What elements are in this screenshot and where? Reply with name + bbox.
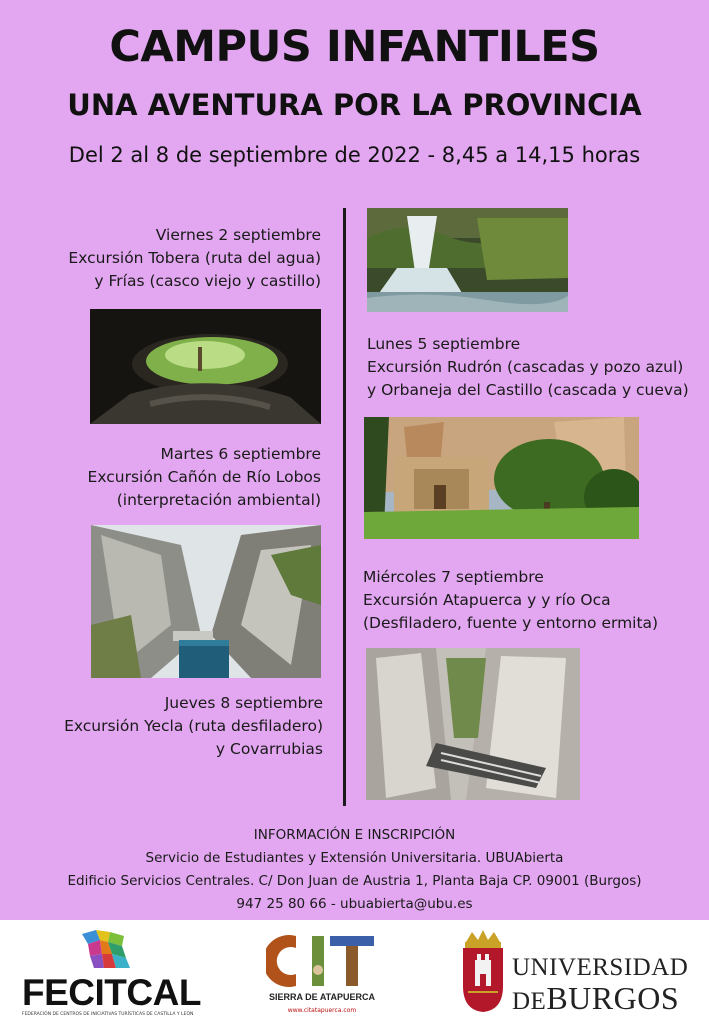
universidad-burgos-logo (460, 928, 690, 1020)
hermitage-photo (364, 417, 639, 539)
logos-strip (0, 920, 709, 1024)
fecitcal-wordmark: FECITCAL (22, 972, 201, 1013)
cave-photo (90, 309, 321, 424)
event-thursday (64, 692, 323, 761)
event-line: y Frías (casco viejo y castillo) (94, 272, 321, 290)
center-divider (343, 208, 346, 806)
gorge-photo (366, 648, 580, 800)
info-block (0, 824, 709, 916)
page-title: CAMPUS INFANTILES (109, 22, 600, 72)
event-day: Martes 6 septiembre (160, 445, 321, 463)
event-day: Lunes 5 septiembre (367, 335, 521, 353)
event-line: Excursión Atapuerca y y río Oca (363, 591, 611, 609)
event-day: Viernes 2 septiembre (155, 226, 321, 244)
event-monday (367, 333, 689, 402)
event-line: (interpretación ambiental) (116, 491, 321, 509)
university-name-line2 (512, 980, 679, 1017)
fecitcal-tagline: FEDERACIÓN DE CENTROS DE INICIATIVAS TURÍSTICAS DE CASTILLA Y LEÓN (22, 1012, 194, 1017)
cit-emblem-icon (266, 932, 378, 990)
university-name-prefix: DE (512, 988, 547, 1015)
university-crest-icon (460, 930, 506, 1014)
event-line: y Covarrubias (215, 740, 323, 758)
event-line: Excursión Yecla (ruta desfiladero) (64, 717, 323, 735)
event-wednesday (363, 566, 658, 635)
fecitcal-logo (20, 928, 205, 1020)
event-tuesday (88, 443, 321, 512)
event-line: y Orbaneja del Castillo (cascada y cueva) (367, 381, 689, 399)
event-line: Excursión Cañón de Río Lobos (87, 468, 321, 486)
event-line: Excursión Tobera (ruta del agua) (68, 249, 321, 267)
event-line: Excursión Rudrón (cascadas y pozo azul) (367, 358, 684, 376)
cit-name: SIERRA DE ATAPUERCA (268, 992, 375, 1002)
event-day: Jueves 8 septiembre (164, 694, 323, 712)
event-day: Miércoles 7 septiembre (363, 568, 544, 586)
waterfall-photo (367, 208, 568, 312)
university-name-city: BURGOS (546, 980, 680, 1016)
cit-atapuerca-logo (262, 928, 382, 1020)
cit-url: www.citatapuerca.com (287, 1007, 357, 1014)
university-name-line1: UNIVERSIDAD (512, 954, 689, 981)
canyon-photo (91, 525, 321, 678)
info-contact: 947 25 80 66 - ubuabierta@ubu.es (236, 896, 473, 912)
date-range: Del 2 al 8 de septiembre de 2022 - 8,45 a 14,15 horas (68, 143, 641, 167)
page-subtitle: UNA AVENTURA POR LA PROVINCIA (67, 88, 642, 122)
event-friday (68, 224, 321, 293)
info-line: Servicio de Estudiantes y Extensión Universitaria. UBUAbierta (145, 850, 564, 866)
info-heading: INFORMACIÓN E INSCRIPCIÓN (253, 827, 456, 843)
event-line: (Desfiladero, fuente y entorno ermita) (363, 614, 659, 632)
castilla-leon-map-icon (78, 928, 138, 972)
info-line: Edificio Servicios Centrales. C/ Don Juan de Austria 1, Planta Baja CP. 09001 (Burgos) (67, 873, 642, 889)
